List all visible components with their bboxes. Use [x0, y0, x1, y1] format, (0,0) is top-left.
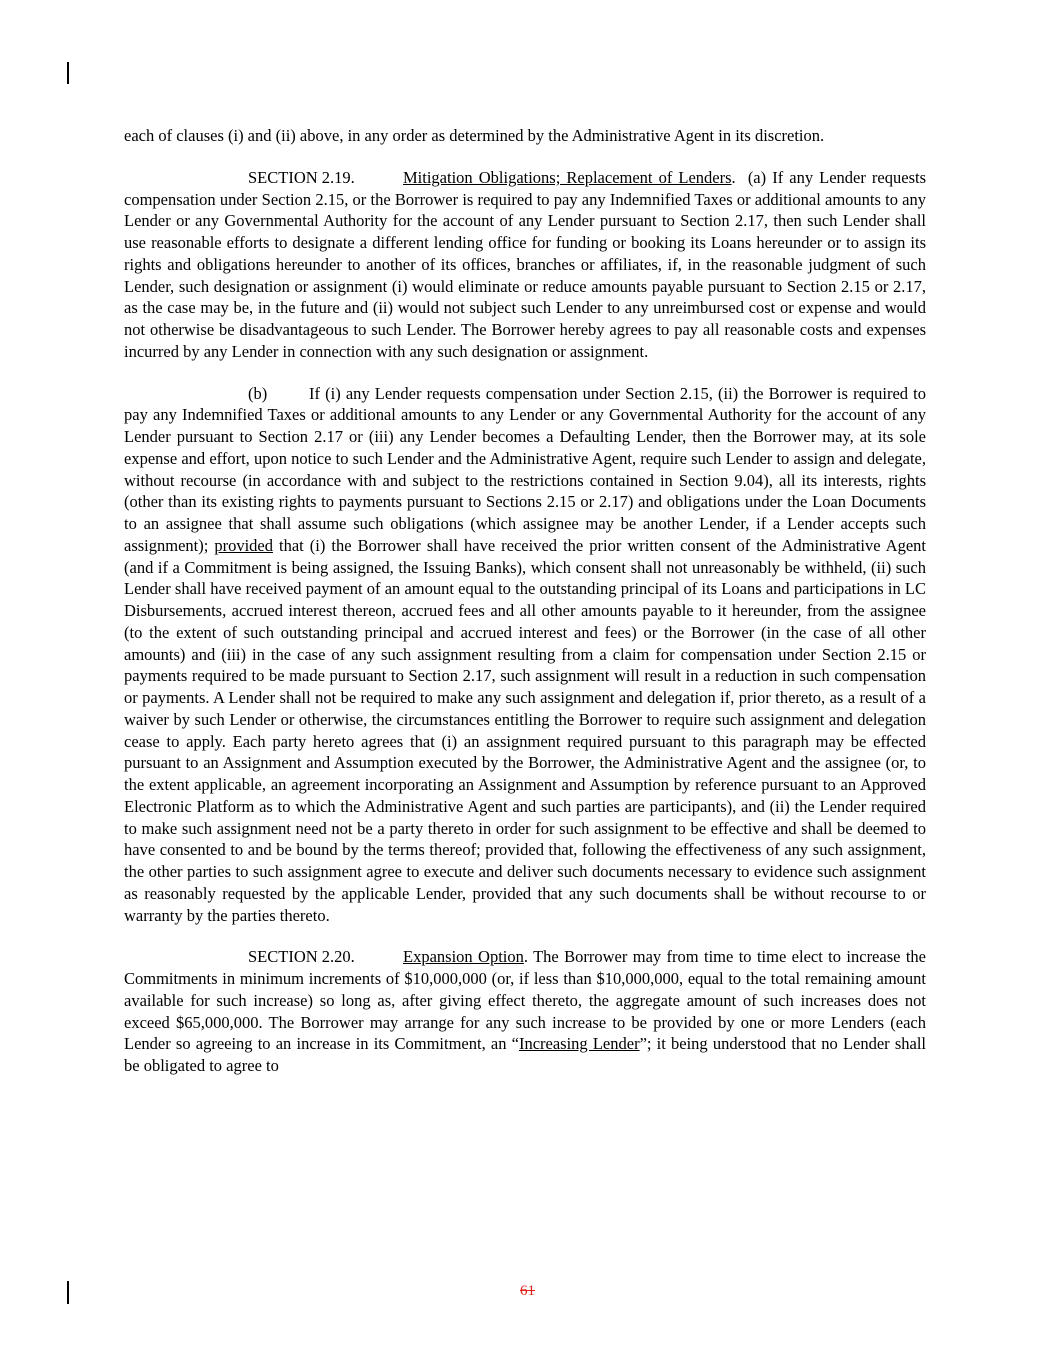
paragraph-b-text-part1: If (i) any Lender requests compensation under Section 2.15, (ii) the Borrower is required to pay any Indemnified Taxes or additional amounts to any Lender or any Governmental Authority for the account of any Lender pursuant to Section 2.17 or (iii) any Lender becomes a Defaulting Lender, then the Borrower may, at its sole expense and effort, upon notice to such Lender and the Administrative Agent, require such Lender to assign and delegate, without recourse (in accordance with and subject to the restrictions contained in Section 9.04), all its interests, rights (other than its existing rights to payments pursuant to Sections 2.15 or 2.17) and obligations under the Loan Documents to an assignee that shall assume such obligations (which assignee may be another Lender, if a Lender accepts such assignment); — [124, 383, 926, 555]
section-2-19-number: SECTION 2.19. — [248, 167, 355, 187]
section-2-19-paragraph-b — [124, 383, 926, 927]
change-bar-top — [67, 62, 69, 84]
provided-term: provided — [214, 535, 273, 555]
paragraph-b-text-part2: that (i) the Borrower shall have received the prior written consent of the Administrative Agent (and if a Commitment is being assigned, the Issuing Banks), which consent shall not unreasonably be withheld, (ii) such Lender shall have received payment of an amount equal to the outstanding principal of its Loans and participations in LC Disbursements, accrued interest thereon, accrued fees and all other amounts payable to it hereunder, from the assignee (to the extent of such outstanding principal and accrued interest and fees) or the Borrower (in the case of all other amounts) and (iii) in the case of any such assignment resulting from a claim for compensation under Section 2.15 or payments required to be made pursuant to Section 2.17, such assignment will result in a reduction in such compensation or payments. A Lender shall not be required to make any such assignment and delegation if, prior thereto, as a result of a waiver by such Lender or otherwise, the circumstances entitling the Borrower to require such assignment and delegation cease to apply. Each party hereto agrees that (i) an assignment required pursuant to this paragraph may be effected pursuant to an Assignment and Assumption executed by the Borrower, the Administrative Agent and the assignee (or, to the extent applicable, an agreement incorporating an Assignment and Assumption by reference pursuant to an Approved Electronic Platform as to which the Administrative Agent and such parties are participants), and (ii) the Lender required to make such assignment need not be a party thereto in order for such assignment to be effective and shall be deemed to have consented to and be bound by the terms thereof; provided that, following the effectiveness of any such assignment, the other parties to such assignment agree to execute and deliver such documents necessary to evidence such assignment as reasonably requested by the applicable Lender, provided that any such documents shall be without recourse to or warranty by the parties thereto. — [124, 535, 926, 925]
section-2-19-text-a: (a) If any Lender requests compensation under Section 2.15, or the Borrower is required to pay any Indemnified Taxes or additional amounts to any Lender or any Governmental Authority for the account of any Lender pursuant to Section 2.17, then such Lender shall use reasonable efforts to designate a different lending office for funding or booking its Loans hereunder or to assign its rights and obligations hereunder to another of its offices, branches or affiliates, if, in the reasonable judgment of such Lender, such designation or assignment (i) would eliminate or reduce amounts payable pursuant to Section 2.15 or 2.17, as the case may be, in the future and (ii) would not subject such Lender to any unreimbursed cost or expense and would not otherwise be disadvantageous to such Lender. The Borrower hereby agrees to pay all reasonable costs and expenses incurred by any Lender in connection with any such designation or assignment. — [124, 167, 927, 361]
paragraph-b-label: (b) — [248, 383, 268, 403]
increasing-lender-term: Increasing Lender — [518, 1034, 640, 1054]
section-2-20-number: SECTION 2.20. — [248, 947, 355, 967]
section-2-19-paragraph-a — [124, 167, 926, 363]
section-2-20-text-part1: The Borrower may from time to time elect to increase the Commitments in minimum increments of $10,000,000 (or, if less than $10,000,000, equal to the total remaining amount available for such increase) so long as, after giving effect thereto, the aggregate amount of such increases does not exceed $65,000,000. The Borrower may arrange for any such increase to be provided by one or more Lenders (each Lender so agreeing to an increase in its Commitment, an “ — [124, 947, 926, 1054]
section-2-20-title: Expansion Option — [403, 947, 524, 967]
page-number: 61 — [520, 1283, 535, 1299]
section-2-20-paragraph — [124, 946, 926, 1077]
section-2-20-text-part2: ”; it being understood that no Lender shall be obligated to agree to — [124, 1034, 927, 1075]
continuation-paragraph: each of clauses (i) and (ii) above, in any order as determined by the Administrative Agent in its discretion. — [124, 126, 825, 145]
section-2-19-title: Mitigation Obligations; Replacement of Lenders — [403, 167, 732, 187]
section-2-20-title-period: . — [523, 947, 529, 967]
section-2-19-title-period: . — [731, 167, 736, 187]
document-body — [124, 125, 926, 1097]
